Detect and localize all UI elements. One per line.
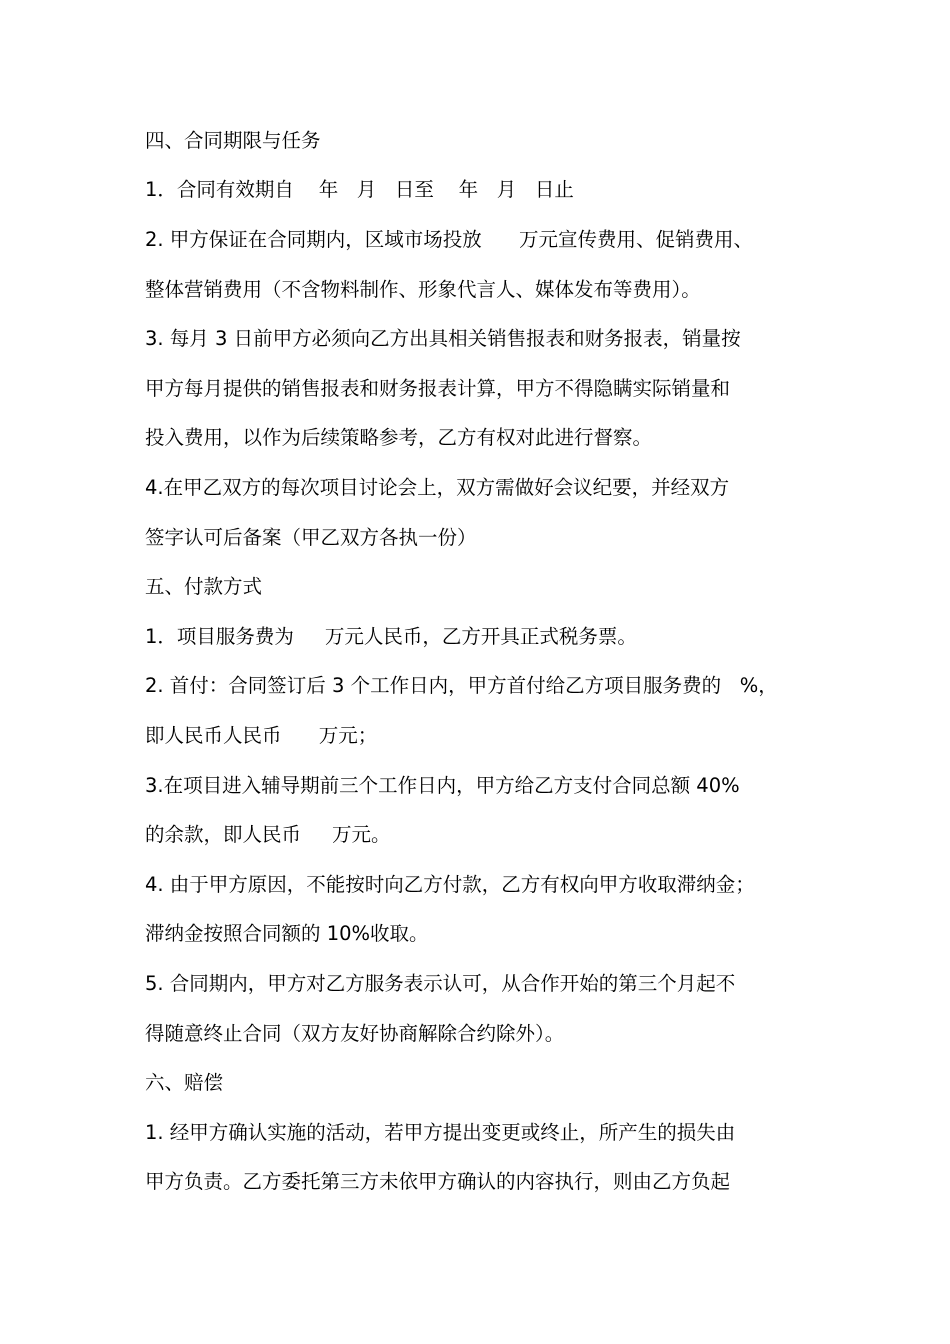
clause-4-3-line-1: 3. 每月 3 日前甲方必须向乙方出具相关销售报表和财务报表，销量按 (145, 327, 741, 350)
clause-5-3-line-2: 的余款，即人民币 万元。 (145, 823, 391, 846)
clause-4-1: 1．合同有效期自 年 月 日至 年 月 日止 (145, 178, 574, 201)
clause-5-2-line-2: 即人民币人民币 万元； (145, 724, 378, 747)
clause-4-2-line-2: 整体营销费用（不含物料制作、形象代言人、媒体发布等费用）。 (145, 278, 701, 301)
clause-5-5-line-1: 5. 合同期内，甲方对乙方服务表示认可，从合作开始的第三个月起不 (145, 972, 736, 995)
heading-compensation: 六、赔偿 (145, 1071, 224, 1094)
heading-payment-method: 五、付款方式 (145, 575, 263, 598)
clause-6-1-line-2: 甲方负责。乙方委托第三方未依甲方确认的内容执行，则由乙方负起 (145, 1170, 731, 1193)
clause-5-3-line-1: 3.在项目进入辅导期前三个工作日内，甲方给乙方支付合同总额 40% (145, 774, 740, 797)
clause-5-4-line-2: 滞纳金按照合同额的 10%收取。 (145, 922, 429, 945)
clause-5-1: 1．项目服务费为 万元人民币，乙方开具正式税务票。 (145, 625, 637, 648)
clause-4-4-line-2: 签字认可后备案（甲乙双方各执一份） (145, 526, 477, 549)
clause-5-5-line-2: 得随意终止合同（双方友好协商解除合约除外）。 (145, 1022, 565, 1045)
clause-4-4-line-1: 4.在甲乙双方的每次项目讨论会上，双方需做好会议纪要，并经双方 (145, 476, 730, 499)
clause-5-4-line-1: 4. 由于甲方原因，不能按时向乙方付款，乙方有权向甲方收取滞纳金； (145, 873, 755, 896)
clause-4-3-line-3: 投入费用，以作为后续策略参考，乙方有权对此进行督察。 (145, 426, 653, 449)
clause-5-2-line-1: 2. 首付：合同签订后 3 个工作日内，甲方首付给乙方项目服务费的 %， (145, 674, 778, 697)
clause-4-2-line-1: 2. 甲方保证在合同期内，区域市场投放 万元宣传费用、促销费用、 (145, 228, 753, 251)
heading-contract-term: 四、合同期限与任务 (145, 129, 321, 152)
clause-4-3-line-2: 甲方每月提供的销售报表和财务报表计算，甲方不得隐瞒实际销量和 (145, 377, 731, 400)
clause-6-1-line-1: 1. 经甲方确认实施的活动，若甲方提出变更或终止，所产生的损失由 (145, 1121, 736, 1144)
